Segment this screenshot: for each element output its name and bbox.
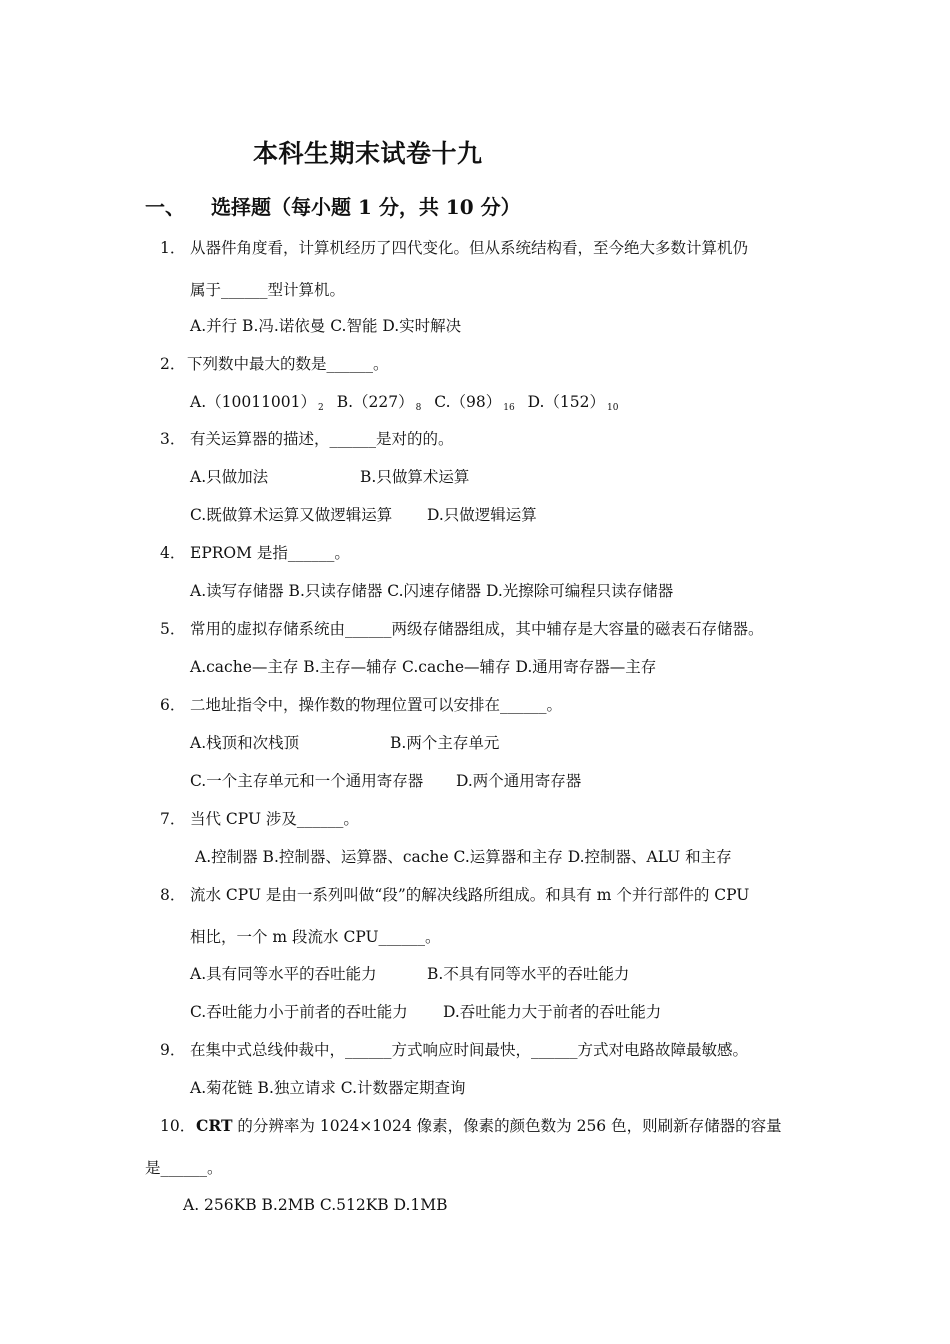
question-stem: 流水 CPU 是由一系列叫做“段”的解决线路所组成。和具有 m 个并行部件的 CPU [190,886,750,904]
question-4-options: A.读写存储器 B.只读存储器 C.闪速存储器 D.光擦除可编程只读存储器 [190,582,674,600]
option-d-base: 10 [607,403,619,413]
question-3-option-c: C.既做算术运算又做逻辑运算 [190,506,393,524]
question-stem: 常用的虚拟存储系统由______两级存储器组成，其中辅存是大容量的磁表石存储器。 [190,620,764,638]
question-1-line-2: 属于______型计算机。 [190,281,346,299]
question-stem: 在集中式总线仲裁中，______方式响应时间最快，______方式对电路故障最敏感。 [190,1041,749,1059]
question-4-line-1 [160,543,350,563]
question-stem: 下列数中最大的数是______。 [187,355,389,373]
question-number: 1． [160,239,186,257]
question-stem: 有关运算器的描述，______是对的的。 [190,430,454,448]
question-10-line-1 [160,1116,782,1136]
option-d: D.（152） [527,393,606,411]
question-3-option-b: B.只做算术运算 [360,468,470,486]
question-6-line-1 [160,695,562,715]
question-3-line-1 [160,429,454,449]
question-5-line-1 [160,619,764,639]
option-b: B.（227） [336,393,414,411]
question-2-options [190,392,626,418]
question-stem-acronym: CRT [196,1116,233,1135]
question-number: 5． [160,620,186,638]
section-number: 一、 [145,195,185,219]
question-3-option-a: A.只做加法 [190,468,269,486]
question-stem: 二地址指令中，操作数的物理位置可以安排在______。 [190,696,563,714]
question-8-option-a: A.具有同等水平的吞吐能力 [190,965,377,983]
question-7-line-1 [160,809,359,829]
question-stem: 当代 CPU 涉及______。 [190,810,359,828]
question-9-options: A.菊花链 B.独立请求 C.计数器定期查询 [190,1079,466,1097]
section-title: 选择题（每小题 1 分，共 10 分） [211,195,521,219]
option-a: A.（10011001） [190,393,317,411]
question-8-option-c: C.吞吐能力小于前者的吞吐能力 [190,1003,408,1021]
section-heading [145,191,521,220]
option-c-base: 16 [503,403,515,413]
question-2-line-1 [160,354,389,374]
question-stem: 从器件角度看，计算机经历了四代变化。但从系统结构看，至今绝大多数计算机仍 [190,239,749,257]
question-number: 10． [160,1117,196,1135]
question-1-options: A.并行 B.冯.诺依曼 C.智能 D.实时解决 [190,317,462,335]
question-8-option-d: D.吞吐能力大于前者的吞吐能力 [443,1003,662,1021]
question-number: 8． [160,886,186,904]
question-stem: 的分辨率为 1024×1024 像素，像素的颜色数为 256 色，则刷新存储器的容量 [237,1117,782,1135]
question-number: 6． [160,696,186,714]
question-stem: EPROM 是指______。 [190,544,350,562]
question-8-line-1 [160,885,749,905]
question-9-line-1 [160,1040,748,1060]
question-6-option-d: D.两个通用寄存器 [456,772,582,790]
question-5-options: A.cache—主存 B.主存—辅存 C.cache—辅存 D.通用寄存器—主存 [190,658,657,676]
question-number: 7． [160,810,186,828]
question-8-option-b: B.不具有同等水平的吞吐能力 [427,965,630,983]
question-6-option-c: C.一个主存单元和一个通用寄存器 [190,772,424,790]
option-c: C.（98） [434,393,502,411]
question-number: 4． [160,544,186,562]
exam-title: 本科生期末试卷十九 [253,139,483,168]
question-8-line-2: 相比，一个 m 段流水 CPU______。 [190,928,441,946]
question-number: 3． [160,430,186,448]
option-a-base: 2 [318,403,324,413]
option-b-base: 8 [415,403,422,413]
question-6-option-a: A.栈顶和次栈顶 [190,734,300,752]
question-6-option-b: B.两个主存单元 [390,734,500,752]
question-number: 9． [160,1041,186,1059]
question-7-options: A.控制器 B.控制器、运算器、cache C.运算器和主存 D.控制器、ALU 和主存 [195,848,732,866]
question-number: 2． [160,355,186,373]
question-1-line-1 [160,238,748,258]
question-10-line-2: 是______。 [145,1159,223,1177]
question-10-options: A. 256KB B.2MB C.512KB D.1MB [183,1196,448,1214]
question-3-option-d: D.只做逻辑运算 [427,506,537,524]
